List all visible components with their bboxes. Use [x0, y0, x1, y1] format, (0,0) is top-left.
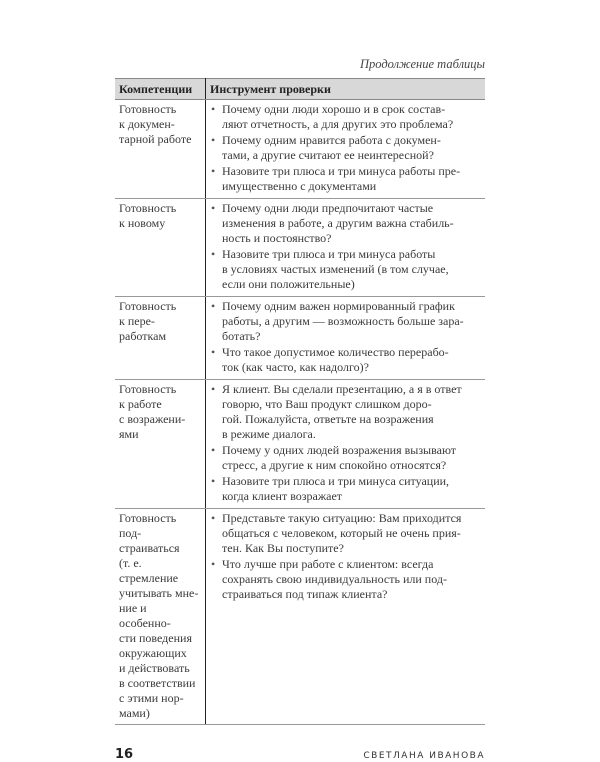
- column-header-competences: Компетенции: [115, 79, 206, 100]
- question-text: Почему одним нравится работа с докумен- тами, а другие считают ее неинтересной?: [222, 133, 441, 162]
- question-list: [210, 102, 481, 194]
- question-text: Почему одни люди хорошо и в срок состав- ляют отчетность, а для других это проблема?: [222, 102, 454, 131]
- question-text: Представьте такую ситуацию: Вам приходится общаться с человеком, который не очень прия- тен. Как Вы поступите?: [222, 511, 462, 555]
- bullet-icon: •: [211, 133, 216, 147]
- question-text: Назовите три плюса и три минуса ситуации, когда клиент возражает: [222, 474, 450, 503]
- page-number: 16: [115, 747, 134, 762]
- list-item: [210, 133, 481, 163]
- bullet-icon: •: [211, 102, 216, 116]
- question-list: [210, 201, 481, 292]
- bullet-icon: •: [211, 511, 216, 525]
- competence-cell: Готовность к новому: [115, 199, 206, 297]
- table-row: [115, 100, 485, 199]
- list-item: [210, 443, 481, 473]
- question-list: [210, 382, 481, 504]
- bullet-icon: •: [211, 164, 216, 178]
- list-item: [210, 299, 481, 344]
- question-text: Почему у одних людей возражения вызывают стресс, а другие к ним спокойно относятся?: [222, 443, 456, 472]
- question-text: Что такое допустимое количество перерабо- ток (как часто, как надолго)?: [222, 345, 449, 374]
- question-text: Что лучше при работе с клиентом: всегда сохранять свою индивидуальность или под- страиваться под типаж клиента?: [222, 557, 447, 601]
- instrument-cell: [206, 100, 486, 199]
- list-item: [210, 474, 481, 504]
- table-row: [115, 297, 485, 380]
- list-item: [210, 102, 481, 132]
- list-item: [210, 201, 481, 246]
- table-header-row: [115, 79, 485, 100]
- question-text: Почему одни люди предпочитают частые изменения в работе, а другим важна стабиль- ность и постоянство?: [222, 201, 454, 245]
- instrument-cell: [206, 199, 486, 297]
- column-header-instrument: Инструмент проверки: [206, 79, 486, 100]
- competence-cell: Готовность к докумен- тарной работе: [115, 100, 206, 199]
- author-name: СВЕТЛАНА ИВАНОВА: [363, 751, 485, 761]
- bullet-icon: •: [211, 345, 216, 359]
- bullet-icon: •: [211, 474, 216, 488]
- table-row: [115, 199, 485, 297]
- bullet-icon: •: [211, 247, 216, 261]
- bullet-icon: •: [211, 443, 216, 457]
- bullet-icon: •: [211, 382, 216, 396]
- running-header: Продолжение таблицы: [359, 57, 485, 71]
- list-item: [210, 557, 481, 602]
- competence-cell: Готовность к работе с возражени- ями: [115, 380, 206, 509]
- question-text: Почему одним важен нормированный график работы, а другим — возможность больше зара- ботать?: [222, 299, 464, 343]
- competence-cell: Готовность к пере- работкам: [115, 297, 206, 380]
- question-list: [210, 299, 481, 375]
- bullet-icon: •: [211, 299, 216, 313]
- question-text: Назовите три плюса и три минуса работы пре- имущественно с документами: [222, 164, 461, 193]
- competence-cell: Готовность под- страиваться (т. е. стремление учитывать мне- ние и особенно- сти поведения окружающих и действовать в соответствии с этими нор- мами): [115, 509, 206, 725]
- list-item: [210, 511, 481, 556]
- competence-table: [115, 78, 485, 725]
- bullet-icon: •: [211, 557, 216, 571]
- question-text: Назовите три плюса и три минуса работы в условиях частых изменений (в том случае, если они положительные): [222, 247, 449, 291]
- question-text: Я клиент. Вы сделали презентацию, а я в ответ говорю, что Ваш продукт слишком доро- гой. Пожалуйста, ответьте на возражения в режиме диалога.: [222, 382, 462, 441]
- list-item: [210, 345, 481, 375]
- list-item: [210, 382, 481, 442]
- page-footer: [115, 747, 485, 762]
- instrument-cell: [206, 509, 486, 725]
- instrument-cell: [206, 380, 486, 509]
- list-item: [210, 247, 481, 292]
- table-row: [115, 509, 485, 725]
- question-list: [210, 511, 481, 602]
- bullet-icon: •: [211, 201, 216, 215]
- instrument-cell: [206, 297, 486, 380]
- list-item: [210, 164, 481, 194]
- table-row: [115, 380, 485, 509]
